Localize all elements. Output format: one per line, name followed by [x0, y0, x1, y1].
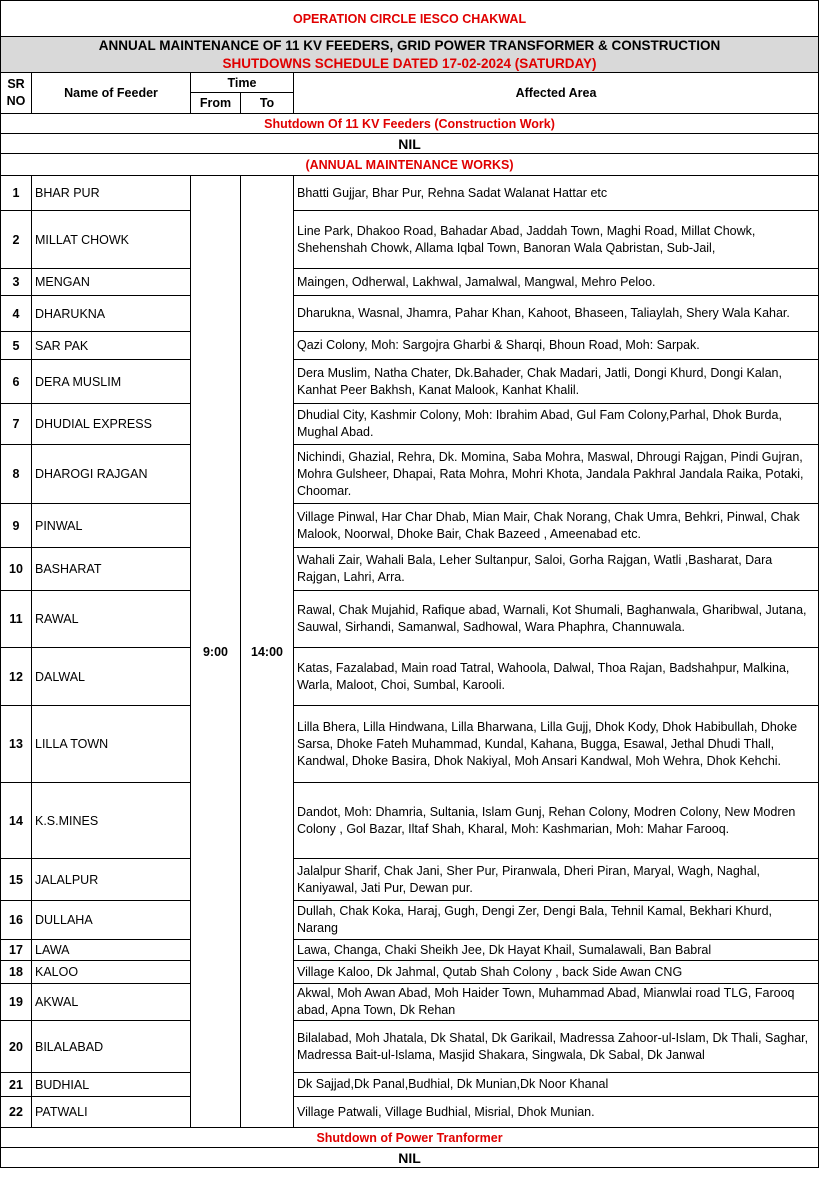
affected-area: Wahali Zair, Wahali Bala, Leher Sultanpur, Saloi, Gorha Rajgan, Watli ,Basharat, Dara Rajgan, Lahri, Arra. — [294, 548, 819, 591]
sr-number: 16 — [1, 901, 32, 940]
report-subtitle: ANNUAL MAINTENANCE OF 11 KV FEEDERS, GRID POWER TRANSFORMER & CONSTRUCTION — [1, 37, 819, 55]
affected-area: Bhatti Gujjar, Bhar Pur, Rehna Sadat Walanat Hattar etc — [294, 176, 819, 211]
affected-area: Dullah, Chak Koka, Haraj, Gugh, Dengi Zer, Dengi Bala, Tehnil Kamal, Bekhari Khurd, Narang — [294, 901, 819, 940]
table-row — [1, 1097, 819, 1128]
feeder-name: MILLAT CHOWK — [32, 211, 191, 269]
feeder-name: DERA MUSLIM — [32, 360, 191, 404]
sr-number: 13 — [1, 706, 32, 783]
sr-number: 2 — [1, 211, 32, 269]
sr-number: 21 — [1, 1073, 32, 1097]
construction-nil: NIL — [1, 134, 819, 154]
sr-no-header: SR NO — [1, 73, 32, 114]
sr-number: 11 — [1, 591, 32, 648]
table-row — [1, 211, 819, 269]
affected-area: Village Patwali, Village Budhial, Misrial, Dhok Munian. — [294, 1097, 819, 1128]
affected-area: Dera Muslim, Natha Chater, Dk.Bahader, Chak Madari, Jatli, Dongi Khurd, Dongi Kalan, Kanhat Peer Bakhsh, Kanat Malook, Kanhat Khalil. — [294, 360, 819, 404]
table-row — [1, 404, 819, 445]
table-row — [1, 296, 819, 332]
feeder-name-header: Name of Feeder — [32, 73, 191, 114]
feeder-name: DHAROGI RAJGAN — [32, 445, 191, 504]
affected-area: Nichindi, Ghazial, Rehra, Dk. Momina, Saba Mohra, Maswal, Dhrougi Rajgan, Pindi Gujran, Mohra Gulsheer, Dhapai, Rata Mohra, Mohri Khota, Jandala Pakhral Jandala Raika, Potaki, Choomar. — [294, 445, 819, 504]
affected-area: Qazi Colony, Moh: Sargojra Gharbi & Sharqi, Bhoun Road, Moh: Sarpak. — [294, 332, 819, 360]
feeder-name: RAWAL — [32, 591, 191, 648]
feeder-name: AKWAL — [32, 984, 191, 1021]
sr-number: 1 — [1, 176, 32, 211]
affected-area-header: Affected Area — [294, 73, 819, 114]
table-row — [1, 961, 819, 984]
affected-area: Dk Sajjad,Dk Panal,Budhial, Dk Munian,Dk Noor Khanal — [294, 1073, 819, 1097]
feeder-name: PATWALI — [32, 1097, 191, 1128]
sr-number: 20 — [1, 1021, 32, 1073]
feeder-name: LILLA TOWN — [32, 706, 191, 783]
sr-number: 6 — [1, 360, 32, 404]
feeder-name: K.S.MINES — [32, 783, 191, 859]
affected-area: Lilla Bhera, Lilla Hindwana, Lilla Bharwana, Lilla Gujj, Dhok Kody, Dhok Habibullah, Dhoke Sarsa, Dhoke Fateh Muhammad, Kundal, Kahana, Bugga, Esawal, Jethal Dhudi Thall, Kandwal, Dhoke Basira, Dhok Nakiyal, Moh Ansari Kandwal, Moh Wehra, Dhok Kehchi. — [294, 706, 819, 783]
maintenance-section-heading: (ANNUAL MAINTENANCE WORKS) — [1, 154, 819, 176]
time-header: Time — [191, 73, 294, 93]
affected-area: Village Kaloo, Dk Jahmal, Qutab Shah Colony , back Side Awan CNG — [294, 961, 819, 984]
sr-number: 3 — [1, 269, 32, 296]
feeder-name: SAR PAK — [32, 332, 191, 360]
table-row — [1, 1073, 819, 1097]
feeder-name: MENGAN — [32, 269, 191, 296]
affected-area: Katas, Fazalabad, Main road Tatral, Wahoola, Dalwal, Thoa Rajan, Badshahpur, Malkina, Warla, Maloot, Choi, Sumbal, Karooli. — [294, 648, 819, 706]
table-row — [1, 176, 819, 211]
feeder-name: DALWAL — [32, 648, 191, 706]
affected-area: Akwal, Moh Awan Abad, Moh Haider Town, Muhammad Abad, Mianwlai road TLG, Farooq abad, Apna Town, Dk Rehan — [294, 984, 819, 1021]
table-row — [1, 548, 819, 591]
affected-area: Line Park, Dhakoo Road, Bahadar Abad, Jaddah Town, Maghi Road, Millat Chowk, Shehenshah Chowk, Allama Iqbal Town, Banoran Wala Qabristan, Sub-Jail, — [294, 211, 819, 269]
feeder-name: JALALPUR — [32, 859, 191, 901]
affected-area: Lawa, Changa, Chaki Sheikh Jee, Dk Hayat Khail, Sumalawali, Ban Babral — [294, 940, 819, 961]
feeder-name: KALOO — [32, 961, 191, 984]
sr-number: 10 — [1, 548, 32, 591]
feeder-name: DULLAHA — [32, 901, 191, 940]
time-from-value: 9:00 — [191, 176, 241, 1128]
table-row — [1, 1021, 819, 1073]
feeder-name: DHUDIAL EXPRESS — [32, 404, 191, 445]
table-row — [1, 940, 819, 961]
sr-number: 4 — [1, 296, 32, 332]
feeder-name: DHARUKNA — [32, 296, 191, 332]
affected-area: Dandot, Moh: Dhamria, Sultania, Islam Gunj, Rehan Colony, Modren Colony, New Modren Colony , Gol Bazar, Iltaf Shah, Kharal, Moh: Kashmarian, Moh: Mahar Farooq. — [294, 783, 819, 859]
sr-number: 17 — [1, 940, 32, 961]
time-to-header: To — [241, 93, 294, 114]
table-row — [1, 901, 819, 940]
sr-number: 18 — [1, 961, 32, 984]
sr-number: 12 — [1, 648, 32, 706]
table-row — [1, 859, 819, 901]
sr-number: 9 — [1, 504, 32, 548]
feeder-name: BUDHIAL — [32, 1073, 191, 1097]
sr-number: 7 — [1, 404, 32, 445]
time-to-value: 14:00 — [241, 176, 294, 1128]
table-row — [1, 648, 819, 706]
table-row — [1, 445, 819, 504]
table-row — [1, 706, 819, 783]
transformer-section-heading: Shutdown of Power Tranformer — [1, 1128, 819, 1148]
affected-area: Dhudial City, Kashmir Colony, Moh: Ibrahim Abad, Gul Fam Colony,Parhal, Dhok Burda, Mughal Abad. — [294, 404, 819, 445]
sr-number: 22 — [1, 1097, 32, 1128]
feeder-name: BILALABAD — [32, 1021, 191, 1073]
sr-number: 5 — [1, 332, 32, 360]
affected-area: Bilalabad, Moh Jhatala, Dk Shatal, Dk Garikail, Madressa Zahoor-ul-Islam, Dk Thali, Saghar, Madressa Bait-ul-Islama, Masjid Shakara, Singwala, Dk Sabal, Dk Janwal — [294, 1021, 819, 1073]
table-row — [1, 504, 819, 548]
affected-area: Maingen, Odherwal, Lakhwal, Jamalwal, Mangwal, Mehro Peloo. — [294, 269, 819, 296]
table-row — [1, 360, 819, 404]
table-row — [1, 591, 819, 648]
feeder-name: LAWA — [32, 940, 191, 961]
sr-number: 15 — [1, 859, 32, 901]
circle-title: OPERATION CIRCLE IESCO CHAKWAL — [1, 1, 819, 37]
affected-area: Jalalpur Sharif, Chak Jani, Sher Pur, Piranwala, Dheri Piran, Maryal, Wagh, Naghal, Kaniyawal, Jati Pur, Dewan pur. — [294, 859, 819, 901]
feeder-name: PINWAL — [32, 504, 191, 548]
affected-area: Village Pinwal, Har Char Dhab, Mian Mair, Chak Norang, Chak Umra, Behkri, Pinwal, Chak Malook, Noorwal, Dhoke Bair, Chak Bazeed , Ameenabad etc. — [294, 504, 819, 548]
transformer-nil: NIL — [1, 1148, 819, 1168]
affected-area: Dharukna, Wasnal, Jhamra, Pahar Khan, Kahoot, Bhaseen, Taliaylah, Shery Wala Kahar. — [294, 296, 819, 332]
table-row — [1, 332, 819, 360]
table-row — [1, 783, 819, 859]
table-row — [1, 269, 819, 296]
sr-number: 19 — [1, 984, 32, 1021]
table-row — [1, 984, 819, 1021]
construction-section-heading: Shutdown Of 11 KV Feeders (Construction Work) — [1, 114, 819, 134]
time-from-header: From — [191, 93, 241, 114]
affected-area: Rawal, Chak Mujahid, Rafique abad, Warnali, Kot Shumali, Baghanwala, Gharibwal, Jutana, Sauwal, Sirhandi, Samanwal, Sadhowal, Wara Phaphra, Channuwala. — [294, 591, 819, 648]
feeder-name: BASHARAT — [32, 548, 191, 591]
schedule-date: SHUTDOWNS SCHEDULE DATED 17-02-2024 (SATURDAY) — [1, 55, 819, 73]
sr-number: 14 — [1, 783, 32, 859]
feeder-name: BHAR PUR — [32, 176, 191, 211]
sr-number: 8 — [1, 445, 32, 504]
